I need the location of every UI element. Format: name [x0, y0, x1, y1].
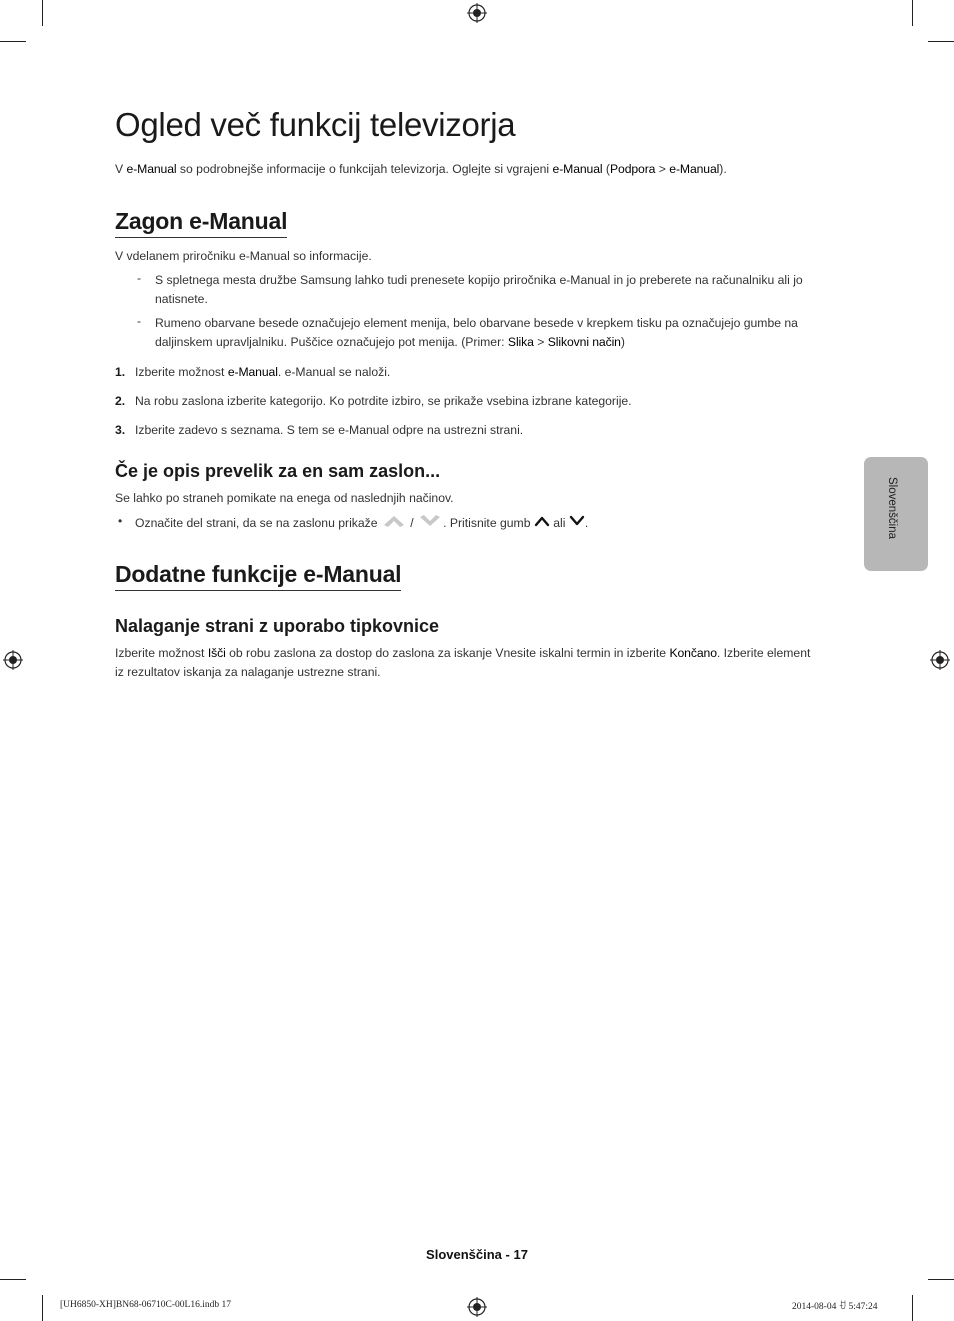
scroll-down-icon	[417, 512, 443, 536]
instruction-text: ali	[549, 516, 569, 531]
menu-path-item: Slikovni način	[547, 335, 621, 349]
section-lead: V vdelanem priročniku e-Manual so informacije.	[115, 249, 372, 263]
bullet-marker: •	[118, 514, 123, 528]
instruction-text: Označite del strani, da se na zaslonu prikaže	[135, 516, 381, 531]
instruction-text: . Pritisnite gumb	[443, 516, 534, 531]
crop-mark	[0, 1279, 26, 1280]
registration-mark-icon	[467, 1297, 487, 1317]
registration-mark-icon	[3, 650, 23, 670]
step-text: Na robu zaslona izberite kategorijo. Ko potrdite izbiro, se prikaže vsebina izbrane kategorije.	[135, 394, 632, 408]
step-text-part: Izberite možnost	[135, 365, 228, 379]
page-footer: Slovenščina - 17	[426, 1247, 528, 1262]
language-side-tab	[864, 457, 928, 571]
registration-mark-icon	[467, 3, 487, 23]
subsection-lead: Se lahko po straneh pomikate na enega od naslednjih načinov.	[115, 491, 454, 505]
page-title: Ogled več funkcij televizorja	[115, 106, 516, 143]
note-text: )	[620, 335, 625, 349]
chevron-up-icon	[534, 514, 550, 534]
intro-text: so podrobnejše informacije o funkcijah televizorja. Oglejte si vgrajeni	[176, 162, 553, 176]
note-text: >	[533, 335, 548, 349]
language-side-tab-label: Slovenščina	[886, 477, 898, 540]
emanual-term: e-Manual	[552, 162, 603, 176]
crop-mark	[912, 0, 913, 26]
step-text: Izberite zadevo s seznama. S tem se e-Manual odpre na ustrezni strani.	[135, 423, 524, 437]
intro-paragraph	[115, 160, 727, 179]
step-number: 1.	[115, 365, 126, 379]
crop-mark	[42, 1295, 43, 1321]
emanual-term: e-Manual	[126, 162, 177, 176]
intro-text: >	[655, 162, 670, 176]
emanual-term: e-Manual	[227, 365, 278, 379]
intro-text: (	[602, 162, 610, 176]
step-text-part: . e-Manual se naloži.	[277, 365, 391, 379]
dash-marker: -	[137, 271, 142, 285]
step-number: 2.	[115, 394, 126, 408]
print-slug-date: 2014-08-04 ꀀ 5:47:24	[792, 1302, 878, 1312]
note-colors	[155, 314, 855, 352]
dash-marker: -	[137, 314, 142, 328]
print-slug-file: [UH6850-XH]BN68-06710C-00L16.indb 17	[60, 1300, 231, 1310]
note-text: Rumeno obarvane besede označujejo element menija, belo obarvane besede v krepkem tisku pa označujejo gumbe na daljinskem upravljalniku. Puščice označujejo pot menija. (Primer:	[155, 316, 798, 349]
instruction-text: /	[406, 516, 418, 531]
intro-text: V	[115, 162, 127, 176]
crop-mark	[928, 41, 954, 42]
scroll-up-icon	[381, 512, 407, 536]
subheading-too-long: Če je opis prevelik za en sam zaslon...	[115, 461, 441, 481]
menu-path-item: Slika	[507, 335, 534, 349]
menu-path-item: Išči	[207, 646, 226, 660]
instruction-text: .	[584, 516, 589, 531]
paragraph-text: . Izberite element iz rezultatov iskanja za nalaganje ustrezne strani.	[115, 646, 811, 679]
keyboard-paragraph	[115, 644, 815, 682]
paragraph-text: ob robu zaslona za dostop do zaslona za iskanje Vnesite iskalni termin in izberite	[225, 646, 670, 660]
step-number: 3.	[115, 423, 126, 437]
crop-mark	[42, 0, 43, 26]
crop-mark	[0, 41, 26, 42]
scroll-instruction	[135, 512, 588, 536]
intro-text: ).	[719, 162, 727, 176]
note-download: S spletnega mesta družbe Samsung lahko tudi prenesete kopijo priročnika e-Manual in jo preberete na računalniku ali jo natisnete.	[155, 273, 803, 306]
subheading-keyboard: Nalaganje strani z uporabo tipkovnice	[115, 616, 440, 636]
menu-path-item: e-Manual	[669, 162, 720, 176]
paragraph-text: Izberite možnost	[115, 646, 208, 660]
crop-mark	[912, 1295, 913, 1321]
section-heading-dodatne: Dodatne funkcije e-Manual	[115, 561, 401, 591]
registration-mark-icon	[930, 650, 950, 670]
step-text	[135, 365, 390, 379]
menu-path-item: Končano	[669, 646, 717, 660]
menu-path-item: Podpora	[609, 162, 656, 176]
crop-mark	[928, 1279, 954, 1280]
section-heading-zagon: Zagon e-Manual	[115, 208, 287, 238]
chevron-down-icon	[569, 514, 585, 534]
